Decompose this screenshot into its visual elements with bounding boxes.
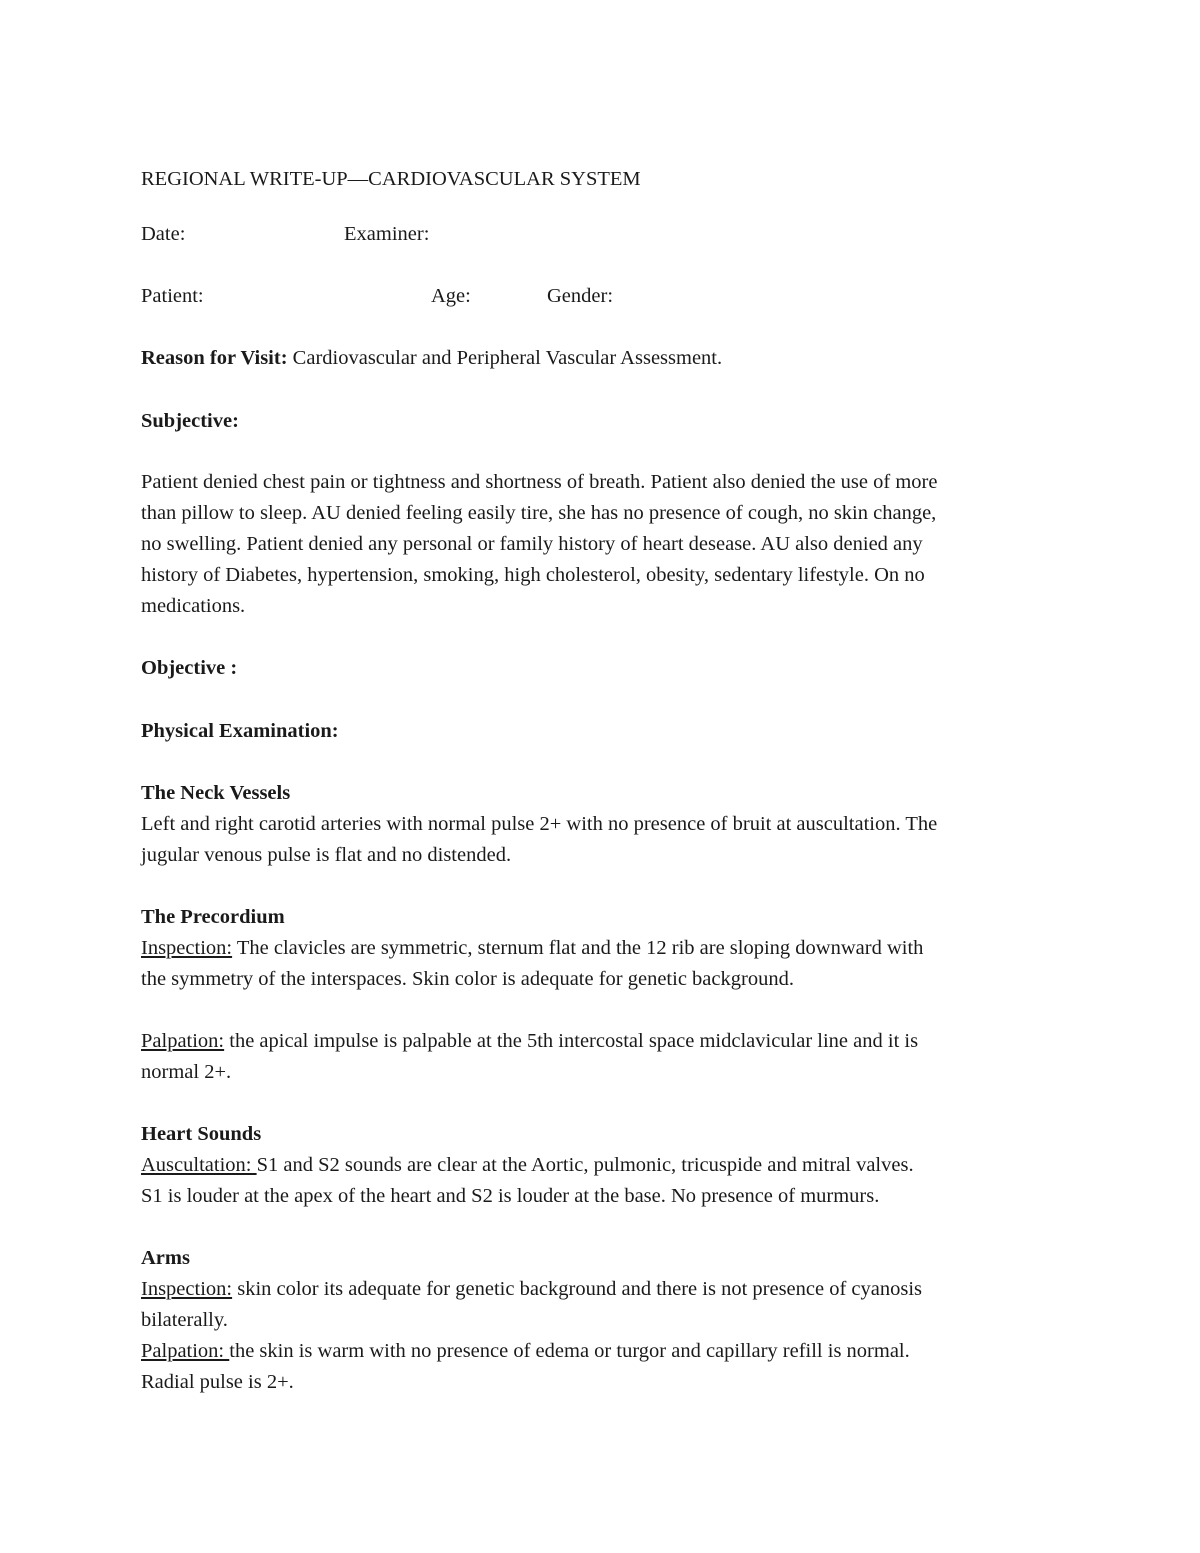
subjective-line: medications.: [141, 595, 246, 617]
palpation-label: Palpation:: [141, 1340, 230, 1362]
reason-text: Cardiovascular and Peripheral Vascular Assessment.: [287, 347, 723, 369]
palpation-text: the apical impulse is palpable at the 5th intercostal space midclavicular line and it is: [224, 1030, 919, 1052]
precordium-heading: The Precordium: [141, 906, 285, 928]
auscultation-text: S1 and S2 sounds are clear at the Aortic, pulmonic, tricuspide and mitral valves.: [256, 1154, 914, 1176]
objective-heading: Objective :: [141, 657, 238, 679]
precordium-inspection: [141, 933, 923, 964]
precordium-palpation: [141, 1026, 918, 1057]
inspection-text: skin color its adequate for genetic background and there is not presence of cyanosis: [232, 1278, 923, 1300]
arms-inspection-continued: bilaterally.: [141, 1309, 228, 1331]
palpation-label: Palpation:: [141, 1030, 225, 1052]
arms-heading: Arms: [141, 1247, 190, 1269]
inspection-label: Inspection:: [141, 937, 233, 959]
palpation-text: the skin is warm with no presence of edema or turgor and capillary refill is normal.: [229, 1340, 910, 1362]
inspection-label: Inspection:: [141, 1278, 233, 1300]
examiner-label: Examiner:: [344, 223, 430, 245]
subjective-line: Patient denied chest pain or tightness and shortness of breath. Patient also denied the use of more: [141, 471, 938, 493]
neck-vessels-line: Left and right carotid arteries with normal pulse 2+ with no presence of bruit at auscultation. The: [141, 813, 938, 835]
age-label: Age:: [431, 285, 471, 307]
precordium-palpation-continued: normal 2+.: [141, 1061, 232, 1083]
inspection-text: The clavicles are symmetric, sternum flat and the 12 rib are sloping downward with: [232, 937, 924, 959]
reason-label: Reason for Visit:: [141, 347, 288, 369]
subjective-heading: Subjective:: [141, 410, 239, 432]
gender-label: Gender:: [547, 285, 614, 307]
date-label: Date:: [141, 223, 186, 245]
arms-palpation-continued: Radial pulse is 2+.: [141, 1371, 294, 1393]
arms-inspection: [141, 1274, 922, 1305]
subjective-line: no swelling. Patient denied any personal or family history of heart desease. AU also denied any: [141, 533, 923, 555]
heart-sounds-auscultation-continued: S1 is louder at the apex of the heart and S2 is louder at the base. No presence of murmurs.: [141, 1185, 880, 1207]
auscultation-label: Auscultation:: [141, 1154, 257, 1176]
physical-examination-heading: Physical Examination:: [141, 720, 339, 742]
subjective-line: history of Diabetes, hypertension, smoking, high cholesterol, obesity, sedentary lifestyle. On no: [141, 564, 925, 586]
arms-palpation: [141, 1336, 910, 1367]
document-title: REGIONAL WRITE-UP—CARDIOVASCULAR SYSTEM: [141, 168, 641, 190]
patient-label: Patient:: [141, 285, 204, 307]
neck-vessels-heading: The Neck Vessels: [141, 782, 291, 804]
heart-sounds-auscultation: [141, 1150, 914, 1181]
subjective-line: than pillow to sleep. AU denied feeling easily tire, she has no presence of cough, no skin change,: [141, 502, 937, 524]
precordium-inspection-continued: the symmetry of the interspaces. Skin color is adequate for genetic background.: [141, 968, 794, 990]
heart-sounds-heading: Heart Sounds: [141, 1123, 262, 1145]
neck-vessels-line: jugular venous pulse is flat and no distended.: [141, 844, 512, 866]
reason-for-visit: [141, 343, 722, 374]
